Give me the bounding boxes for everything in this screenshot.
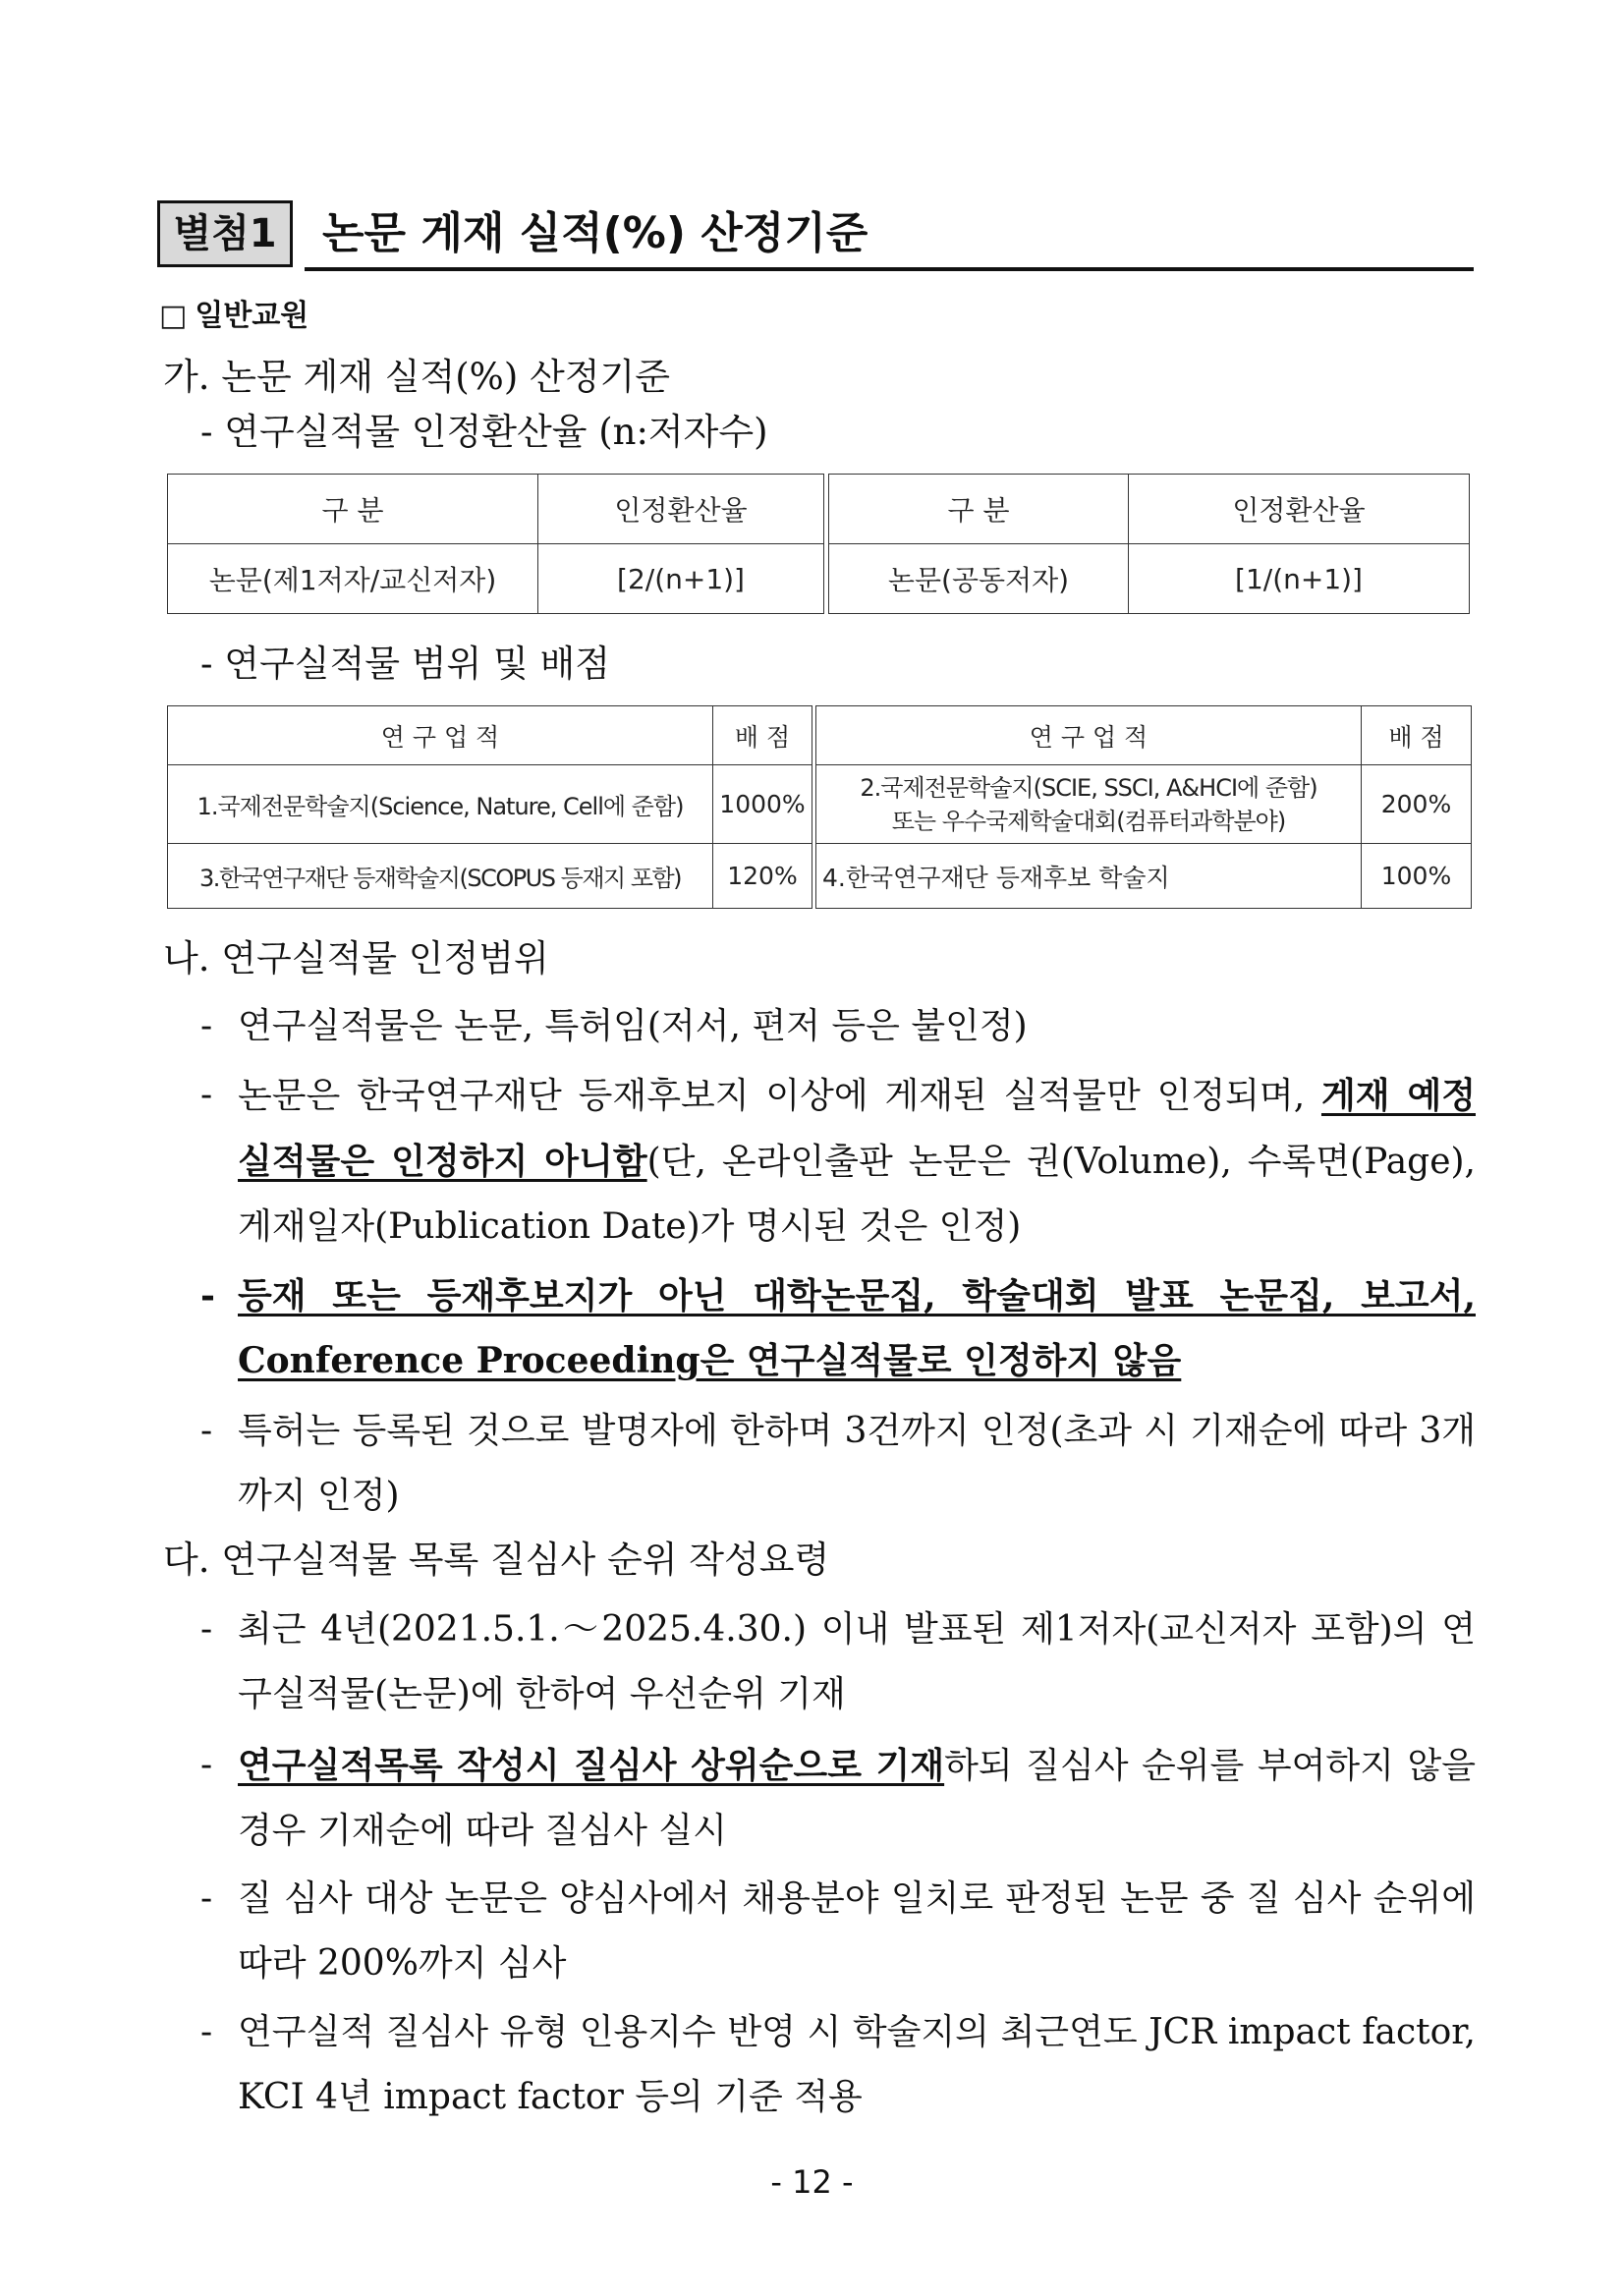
table-cell: [2/(n+1)] [538, 544, 824, 614]
bullet-item: - 질 심사 대상 논문은 양심사에서 채용분야 일치로 판정된 논문 중 질 심사 순위에 따라 200%까지 심사 [200, 1867, 1476, 1996]
table-cell [816, 765, 1362, 844]
category-line [159, 297, 308, 336]
checkbox-icon: □ [159, 299, 188, 333]
bullet-text: 특허는 등록된 것으로 발명자에 한하며 3건까지 인정(초과 시 기재순에 따라 3개까지 인정) [238, 1411, 1476, 1516]
bullet-text: 연구실적 질심사 유형 인용지수 반영 시 학술지의 최근연도 JCR impact factor, KCI 4년 impact factor 등의 기준 적용 [238, 2012, 1476, 2117]
table-row [168, 706, 1472, 765]
bullet-item: - 연구실적목록 작성시 질심사 상위순으로 기재하되 질심사 순위를 부여하지 않을 경우 기재순에 따라 질심사 실시 [200, 1745, 1476, 1851]
bullet-text: 논문은 한국연구재단 등재후보지 이상에 게재된 실적물만 인정되며, [238, 1076, 1321, 1116]
table-header-cell: 연 구 업 적 [168, 706, 713, 765]
cell-line: 또는 우수국제학술대회(컴퓨터과학분야) [891, 807, 1286, 835]
emphasis-text: 등재 또는 등재후보지가 아닌 대학논문집, 학술대회 발표 논문집, 보고서, Conference Proceeding은 연구실적물로 인정하지 않음 [238, 1275, 1476, 1381]
table-header-cell: 배 점 [1362, 706, 1472, 765]
table-cell: [1/(n+1)] [1129, 544, 1470, 614]
title-underline [305, 267, 1474, 271]
table-header-cell: 구 분 [829, 475, 1129, 544]
research-score-table [167, 705, 1472, 909]
table-cell: 100% [1362, 844, 1472, 909]
page-number: - 12 - [770, 2163, 854, 2201]
section-ga-sub1: - 연구실적물 인정환산율 (n:저자수) [200, 411, 768, 453]
section-ga-title: 가. 논문 게재 실적(%) 산정기준 [163, 356, 670, 398]
table-cell: 논문(공동저자) [829, 544, 1129, 614]
bullet-item: - 연구실적 질심사 유형 인용지수 반영 시 학술지의 최근연도 JCR impact factor, KCI 4년 impact factor 등의 기준 적용 [200, 2000, 1476, 2130]
table-row [168, 765, 1472, 844]
conversion-rate-table [167, 474, 1470, 614]
table-header-cell: 구 분 [168, 475, 538, 544]
page-title: 논문 게재 실적(%) 산정기준 [322, 208, 868, 258]
bullet-text: (단, 온라인출판 논문은 권(Volume), 수록면(Page), 게재일자(Publication Date)가 명시된 것은 인정) [238, 1142, 1476, 1247]
bullet-text: 질 심사 대상 논문은 양심사에서 채용분야 일치로 판정된 논문 중 질 심사 순위에 따라 200%까지 심사 [238, 1878, 1476, 1984]
attachment-label: 별첨1 [157, 200, 293, 267]
table-row [168, 844, 1472, 909]
document-header [157, 200, 1474, 275]
bullet-item: - 등재 또는 등재후보지가 아닌 대학논문집, 학술대회 발표 논문집, 보고서, Conference Proceeding은 연구실적물로 인정하지 않음 [200, 1263, 1476, 1393]
bullet-item: - 논문은 한국연구재단 등재후보지 이상에 게재된 실적물만 인정되며, 게재 예정 실적물은 인정하지 아니함(단, 온라인출판 논문은 권(Volume), 수록면(Page), 게재일자(Publication Date)가 명시된 것은 인정) [200, 1075, 1476, 1247]
table-header-cell: 배 점 [713, 706, 812, 765]
bullet-item: - 최근 4년(2021.5.1.～2025.4.30.) 이내 발표된 제1저자(교신저자 포함)의 연구실적물(논문)에 한하여 우선순위 기재 [200, 1597, 1476, 1727]
section-ga-sub2: - 연구실적물 범위 및 배점 [200, 643, 610, 685]
table-header-cell: 인정환산율 [1129, 475, 1470, 544]
table-row [168, 475, 1470, 544]
table-header-cell: 인정환산율 [538, 475, 824, 544]
table-header-cell: 연 구 업 적 [816, 706, 1362, 765]
table-cell: 1.국제전문학술지(Science, Nature, Cell에 준함) [168, 765, 713, 844]
table-cell: 120% [713, 844, 812, 909]
bullet-text: 하되 질심사 순위를 부여하지 않을 경우 기재순에 따라 질심사 실시 [238, 1746, 1476, 1851]
bullet-text: 연구실적물은 논문, 특허임(저서, 편저 등은 불인정) [238, 1006, 1028, 1046]
table-cell: 3.한국연구재단 등재학술지(SCOPUS 등재지 포함) [168, 844, 713, 909]
table-cell: 논문(제1저자/교신저자) [168, 544, 538, 614]
table-cell: 1000% [713, 765, 812, 844]
section-na-title: 나. 연구실적물 인정범위 [163, 937, 549, 980]
table-cell: 4.한국연구재단 등재후보 학술지 [816, 844, 1362, 909]
emphasis-text: 게재 예정 실적물은 인정하지 아니함 [238, 1075, 1476, 1182]
table-cell: 200% [1362, 765, 1472, 844]
category-label: 일반교원 [195, 299, 309, 333]
bullet-item: - 특허는 등록된 것으로 발명자에 한하며 3건까지 인정(초과 시 기재순에 따라 3개까지 인정) [200, 1399, 1476, 1529]
emphasis-text: 연구실적목록 작성시 질심사 상위순으로 기재 [238, 1745, 945, 1786]
cell-line: 2.국제전문학술지(SCIE, SSCI, A&HCI에 준함) [860, 773, 1317, 802]
bullet-item: - 연구실적물은 논문, 특허임(저서, 편저 등은 불인정) [200, 994, 1476, 1059]
table-row [168, 544, 1470, 614]
section-da-title: 다. 연구실적물 목록 질심사 순위 작성요령 [163, 1539, 830, 1581]
bullet-text: 최근 4년(2021.5.1.～2025.4.30.) 이내 발표된 제1저자(교신저자 포함)의 연구실적물(논문)에 한하여 우선순위 기재 [238, 1609, 1476, 1714]
